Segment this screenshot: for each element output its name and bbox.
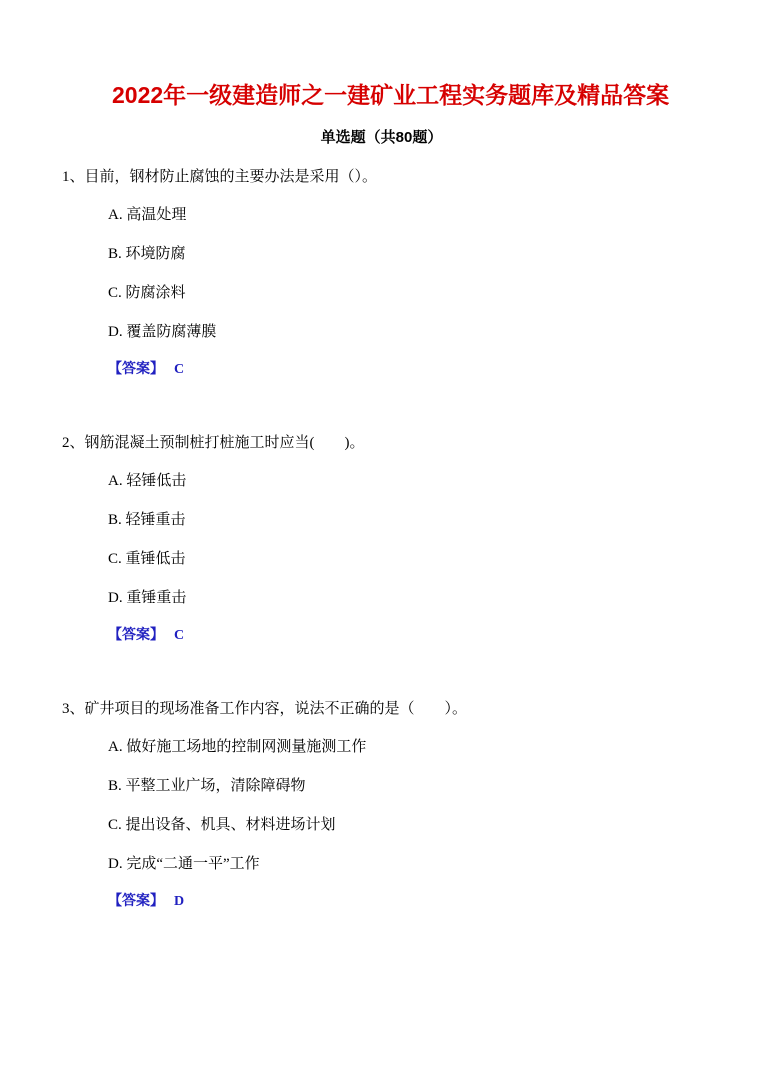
question-option: D. 完成“二通一平”工作	[108, 856, 260, 872]
answer-label: 【答案】	[108, 362, 164, 377]
page-title: 2022年一级建造师之一建矿业工程实务题库及精品答案	[112, 82, 670, 108]
answer-label: 【答案】	[108, 894, 164, 909]
question-option: B. 环境防腐	[108, 246, 186, 262]
spacer	[62, 408, 701, 430]
answer-value: D	[174, 894, 185, 909]
answer-label: 【答案】	[108, 628, 164, 643]
answer-value: C	[174, 628, 185, 643]
question-block	[62, 430, 701, 648]
question-number: 2、	[62, 435, 85, 451]
question-option: C. 提出设备、机具、材料进场计划	[108, 817, 336, 833]
question-answer	[62, 358, 701, 382]
question-answer	[62, 890, 701, 914]
question-text: 矿井项目的现场准备工作内容，说法不正确的是（ ）。	[84, 701, 468, 717]
question-option: D. 重锤重击	[108, 590, 187, 606]
question-answer	[62, 624, 701, 648]
question-number: 3、	[62, 701, 85, 717]
question-stem	[62, 696, 701, 722]
question-block	[62, 696, 701, 914]
question-option: A. 轻锤低击	[108, 473, 187, 489]
spacer	[62, 674, 701, 696]
question-option: A. 做好施工场地的控制网测量施测工作	[108, 739, 367, 755]
question-option: B. 平整工业广场，清除障碍物	[108, 778, 306, 794]
question-option: B. 轻锤重击	[108, 512, 186, 528]
question-stem	[62, 430, 701, 456]
question-option: C. 防腐涂料	[108, 285, 186, 301]
answer-value: C	[174, 362, 185, 377]
question-stem	[62, 164, 701, 190]
question-option: A. 高温处理	[108, 207, 187, 223]
question-text: 目前，钢材防止腐蚀的主要办法是采用（）。	[84, 169, 378, 185]
question-option: D. 覆盖防腐薄膜	[108, 324, 217, 340]
question-number: 1、	[62, 169, 85, 185]
section-heading: 单选题（共80题）	[320, 129, 443, 146]
question-text: 钢筋混凝土预制桩打桩施工时应当( )。	[84, 435, 365, 451]
question-block	[62, 164, 701, 382]
question-option: C. 重锤低击	[108, 551, 186, 567]
